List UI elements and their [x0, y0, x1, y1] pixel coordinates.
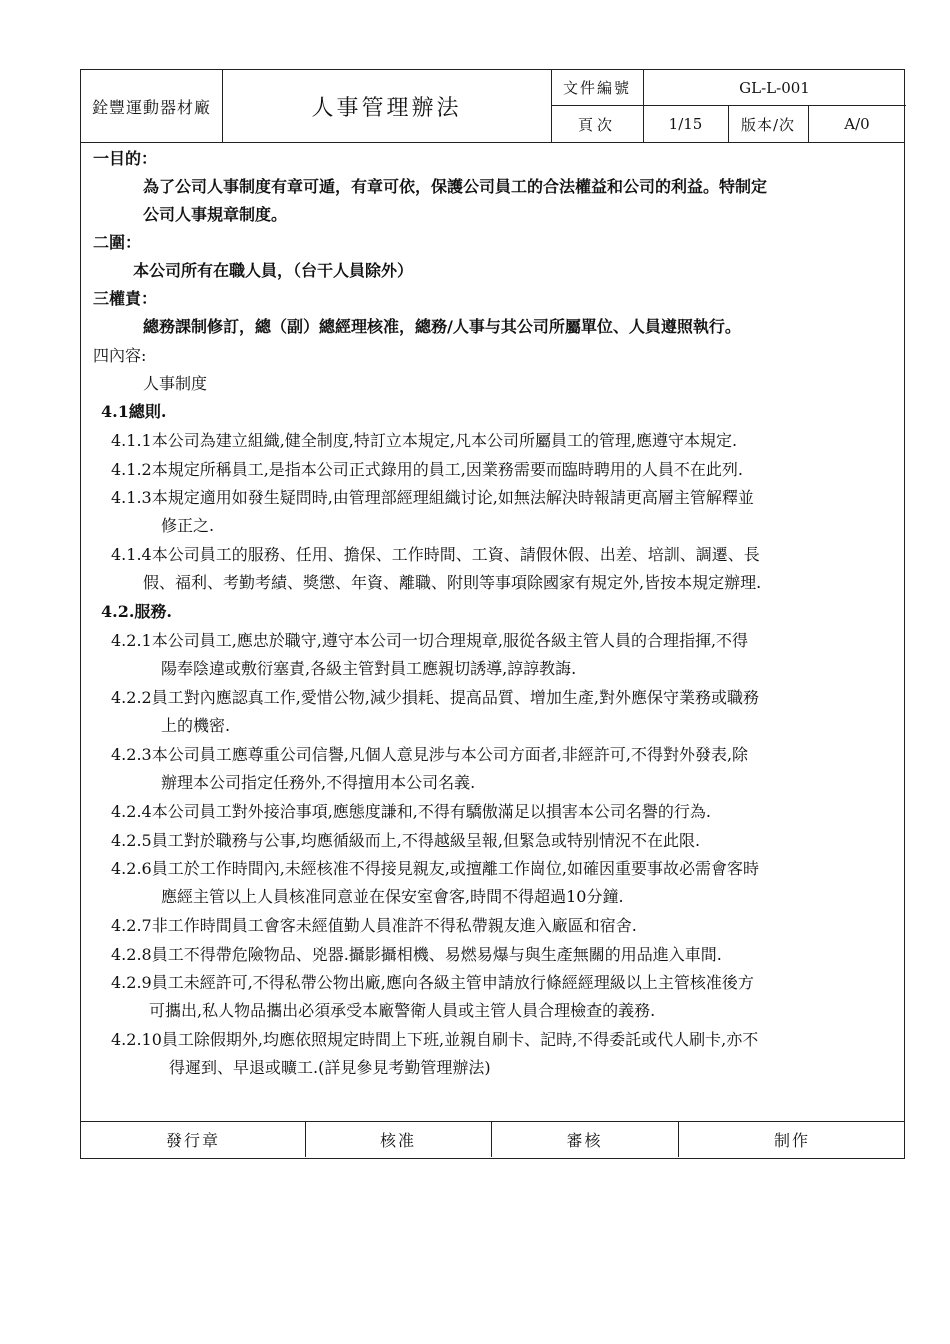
clause: 4.2.9員工未經許可,不得私帶公物出廠,應向各級主管申請放行條經經理級以上主管核准後方 — [111, 973, 754, 992]
doc-number-label: 文件編號 — [562, 79, 631, 97]
clause: 4.1.1本公司為建立組織,健全制度,特訂立本規定,凡本公司所屬員工的管理,應遵守本規定. — [111, 431, 738, 450]
clause-continuation: 可攜出,私人物品攜出必須承受本廠警衛人員或主管人員合理檢查的義務. — [149, 1001, 656, 1020]
clause: 4.2.3本公司員工應尊重公司信譽,凡個人意見涉与本公司方面者,非經許可,不得對外發表,除 — [111, 745, 749, 764]
body-line: 為了公司人事制度有章可遁，有章可依，保護公司員工的合法權益和公司的利益。特制定 — [143, 177, 768, 196]
clause-continuation: 陽奉陰違或敷衍塞責,各級主管對員工應親切誘導,諄諄教誨. — [161, 659, 577, 678]
document-form — [80, 69, 905, 1159]
section-heading: 三權責： — [93, 289, 158, 308]
clause: 4.2.6員工於工作時間內,未經核准不得接見親友,或擅離工作崗位,如確因重要事故必需會客時 — [111, 859, 759, 878]
clause: 4.1.2本規定所稱員工,是指本公司正式錄用的員工,因業務需要而臨時聘用的人員不在此列. — [111, 460, 743, 479]
clause-continuation: 應經主管以上人員核准同意並在保安室會客,時間不得超過10分鐘. — [161, 887, 624, 906]
clause: 4.2.1本公司員工,應忠於職守,遵守本公司一切合理規章,服從各級主管人員的合理指揮,不得 — [111, 631, 749, 650]
document-title: 人事管理辦法 — [311, 95, 462, 121]
clause-continuation: 修正之. — [161, 516, 215, 535]
section-heading: 四內容: — [93, 346, 147, 365]
section-heading: 二圍： — [93, 233, 142, 252]
header-table — [81, 70, 904, 143]
section-heading: 一目的： — [93, 149, 158, 168]
subsection-title: 人事制度 — [143, 374, 208, 393]
signature-row — [81, 1121, 904, 1158]
clause: 4.2.5員工對於職務与公事,均應循級而上,不得越級呈報,但緊急或特别情況不在此限. — [111, 831, 701, 850]
clause-continuation: 假、福利、考勤考績、獎懲、年資、離職、附則等事項除國家有規定外,皆按本規定辦理. — [143, 573, 762, 592]
issue-seal-cell: 發行章 — [165, 1131, 220, 1150]
clause-heading: 4.1總則. — [101, 402, 167, 421]
clause: 4.2.4本公司員工對外接洽事項,應態度謙和,不得有驕傲滿足以損害本公司名譽的行為. — [111, 802, 711, 821]
prepare-cell: 制作 — [773, 1131, 810, 1150]
page-label: 頁次 — [577, 115, 616, 134]
body-line: 公司人事規章制度。 — [143, 205, 288, 224]
page-value: 1/15 — [668, 115, 703, 133]
clause-continuation: 得遲到、早退或曠工.(詳見參見考勤管理辦法) — [169, 1058, 491, 1077]
doc-number-value: GL-L-001 — [739, 78, 810, 97]
clause: 4.2.8員工不得帶危險物品、兇器.攝影攝相機、易燃易爆与與生產無關的用品進入車間. — [111, 945, 722, 964]
review-cell: 審核 — [566, 1131, 603, 1150]
clause-continuation: 辦理本公司指定任務外,不得擅用本公司名義. — [161, 773, 476, 792]
clause-continuation: 上的機密. — [161, 716, 231, 735]
clause: 4.2.7非工作時間員工會客未經值勤人員准許不得私帶親友進入廠區和宿舍. — [111, 916, 637, 935]
clause: 4.2.2員工對內應認真工作,愛惜公物,減少損耗、提高品質、增加生產,對外應保守業務或職務 — [111, 688, 759, 707]
version-value: A/0 — [844, 115, 870, 133]
clause: 4.1.3本規定適用如發生疑問時,由管理部經理組織讨论,如無法解決時報請更高層主管解釋並 — [111, 488, 754, 507]
company-name: 銓豐運動器材廠 — [91, 97, 211, 117]
version-label: 版本/次 — [740, 115, 796, 134]
approve-cell: 核准 — [379, 1131, 416, 1150]
body-line: 本公司所有在職人員，（台干人員除外） — [133, 261, 414, 280]
clause-heading: 4.2.服務. — [101, 602, 172, 621]
clause: 4.2.10員工除假期外,均應依照規定時間上下班,並親自刷卡、記時,不得委託或代人刷卡,亦不 — [111, 1030, 759, 1049]
clause: 4.1.4本公司員工的服務、任用、擔保、工作時間、工資、請假休假、出差、培訓、調遷、長 — [111, 545, 760, 564]
body-line: 總務課制修訂，總（副）總經理核准，總務/人事与其公司所屬單位、人員遵照執行。 — [143, 317, 741, 336]
